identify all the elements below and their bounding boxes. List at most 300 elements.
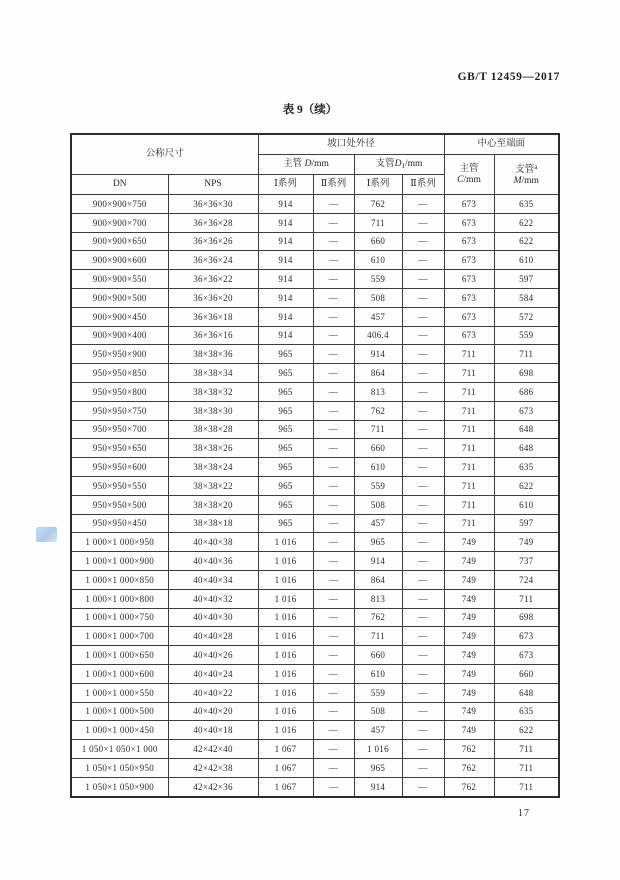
table-cell: 38×38×22 <box>168 476 258 495</box>
table-cell: 36×36×28 <box>168 213 258 232</box>
watermark <box>36 527 57 542</box>
branch-pipe-d-subscript: 1 <box>401 161 405 170</box>
table-cell: 914 <box>258 195 313 214</box>
header-bevel-od: 坡口处外径 <box>258 134 444 155</box>
table-cell: 622 <box>494 721 559 740</box>
table-cell: 900×900×500 <box>71 288 168 307</box>
table-cell: 1 067 <box>258 740 313 759</box>
table-cell: 36×36×24 <box>168 251 258 270</box>
table-row <box>71 458 559 477</box>
table-cell: — <box>313 608 354 627</box>
table-cell: — <box>313 270 354 289</box>
table-cell: 711 <box>444 345 494 364</box>
header-series1-main: Ⅰ系列 <box>258 175 313 195</box>
table-row <box>71 364 559 383</box>
table-cell: — <box>313 307 354 326</box>
table-cell: 40×40×22 <box>168 683 258 702</box>
table-cell: 914 <box>354 552 402 571</box>
main-pipe-c-label: 主管 <box>459 163 479 174</box>
table-cell: 1 016 <box>258 721 313 740</box>
branch-pipe-m-symbol: M <box>513 175 522 186</box>
table-cell: 711 <box>354 213 402 232</box>
table-row <box>71 777 559 796</box>
table-cell: — <box>402 288 444 307</box>
table-cell: 406.4 <box>354 326 402 345</box>
header-main-pipe-d <box>258 155 354 175</box>
table-cell: 610 <box>494 251 559 270</box>
table-cell: 40×40×18 <box>168 721 258 740</box>
table-row <box>71 251 559 270</box>
table-cell: 673 <box>494 401 559 420</box>
table-cell: — <box>402 721 444 740</box>
table-cell: 950×950×900 <box>71 345 168 364</box>
table-cell: 749 <box>444 533 494 552</box>
table-cell: — <box>313 533 354 552</box>
table-cell: — <box>313 382 354 401</box>
table-cell: 673 <box>494 627 559 646</box>
table-cell: 610 <box>354 251 402 270</box>
table-cell: — <box>402 326 444 345</box>
header-series2-main: Ⅱ系列 <box>313 175 354 195</box>
table-cell: 914 <box>354 345 402 364</box>
table-cell: 673 <box>444 213 494 232</box>
table-cell: 1 000×1 000×900 <box>71 552 168 571</box>
table-cell: — <box>402 683 444 702</box>
table-cell: — <box>402 401 444 420</box>
table-cell: — <box>313 439 354 458</box>
table-cell: 900×900×700 <box>71 213 168 232</box>
table-cell: 965 <box>258 345 313 364</box>
table-cell: 660 <box>494 664 559 683</box>
main-pipe-c-unit: /mm <box>463 174 481 185</box>
table-row <box>71 288 559 307</box>
table-cell: 711 <box>444 401 494 420</box>
table-row <box>71 664 559 683</box>
table-row <box>71 195 559 214</box>
table-cell: 864 <box>354 570 402 589</box>
header-dn: DN <box>71 175 168 195</box>
table-cell: 1 000×1 000×600 <box>71 664 168 683</box>
table-cell: — <box>313 627 354 646</box>
table-row <box>71 758 559 777</box>
table-cell: 711 <box>444 420 494 439</box>
table-cell: 36×36×30 <box>168 195 258 214</box>
table-cell: — <box>402 364 444 383</box>
table-row <box>71 589 559 608</box>
table-cell: 38×38×36 <box>168 345 258 364</box>
table-cell: 950×950×700 <box>71 420 168 439</box>
table-cell: — <box>313 420 354 439</box>
standard-number: GB/T 12459—2017 <box>457 71 560 83</box>
table-cell: 42×42×36 <box>168 777 258 796</box>
table-cell: 864 <box>354 364 402 383</box>
main-pipe-c-symbol: C <box>457 174 464 185</box>
table-cell: 36×36×20 <box>168 288 258 307</box>
dimension-table <box>70 133 560 798</box>
table-row <box>71 514 559 533</box>
table-cell: — <box>402 251 444 270</box>
table-row <box>71 533 559 552</box>
table-cell: 559 <box>354 476 402 495</box>
table-cell: 457 <box>354 307 402 326</box>
table-cell: 965 <box>258 514 313 533</box>
table-cell: 950×950×800 <box>71 382 168 401</box>
table-cell: 1 000×1 000×500 <box>71 702 168 721</box>
table-cell: 686 <box>494 382 559 401</box>
table-cell: — <box>313 495 354 514</box>
table-cell: — <box>402 552 444 571</box>
table-cell: 914 <box>258 288 313 307</box>
table-cell: — <box>402 476 444 495</box>
table-cell: 1 000×1 000×800 <box>71 589 168 608</box>
table-cell: 711 <box>444 476 494 495</box>
table-row <box>71 495 559 514</box>
table-cell: 711 <box>444 382 494 401</box>
table-cell: 900×900×750 <box>71 195 168 214</box>
table-cell: — <box>313 326 354 345</box>
table-cell: — <box>402 627 444 646</box>
table-cell: — <box>313 758 354 777</box>
table-cell: 900×900×550 <box>71 270 168 289</box>
main-pipe-label: 主管 <box>283 159 305 170</box>
table-cell: 572 <box>494 307 559 326</box>
table-cell: 1 067 <box>258 758 313 777</box>
table-cell: 38×38×18 <box>168 514 258 533</box>
main-pipe-d-symbol: D <box>304 159 312 170</box>
table-cell: 622 <box>494 232 559 251</box>
table-cell: 950×950×600 <box>71 458 168 477</box>
table-row <box>71 420 559 439</box>
table-cell: 762 <box>444 777 494 796</box>
table-cell: 610 <box>354 664 402 683</box>
table-cell: — <box>313 570 354 589</box>
table-row <box>71 683 559 702</box>
table-cell: 36×36×16 <box>168 326 258 345</box>
table-cell: 1 016 <box>258 664 313 683</box>
branch-pipe-d-symbol: D <box>394 158 402 169</box>
table-cell: 457 <box>354 721 402 740</box>
table-cell: — <box>313 552 354 571</box>
table-cell: — <box>313 740 354 759</box>
table-cell: 673 <box>444 307 494 326</box>
table-cell: — <box>402 608 444 627</box>
table-cell: 660 <box>354 439 402 458</box>
table-cell: — <box>402 589 444 608</box>
table-row <box>71 740 559 759</box>
table-row <box>71 476 559 495</box>
header-center-to-end: 中心至端面 <box>444 134 559 155</box>
table-cell: 40×40×26 <box>168 646 258 665</box>
table-cell: — <box>402 702 444 721</box>
table-cell: 914 <box>258 326 313 345</box>
table-cell: — <box>313 458 354 477</box>
table-cell: — <box>313 364 354 383</box>
table-cell: 660 <box>354 232 402 251</box>
table-cell: 40×40×32 <box>168 589 258 608</box>
table-cell: 950×950×850 <box>71 364 168 383</box>
table-cell: 673 <box>444 232 494 251</box>
table-cell: 635 <box>494 702 559 721</box>
table-cell: 36×36×22 <box>168 270 258 289</box>
table-cell: 737 <box>494 552 559 571</box>
table-cell: — <box>402 740 444 759</box>
table-cell: 965 <box>354 533 402 552</box>
table-cell: — <box>402 514 444 533</box>
table-cell: — <box>402 664 444 683</box>
branch-pipe-label: 支管 <box>375 158 395 169</box>
table-cell: 724 <box>494 570 559 589</box>
table-cell: 965 <box>258 401 313 420</box>
table-cell: 1 016 <box>258 702 313 721</box>
table-cell: 38×38×24 <box>168 458 258 477</box>
table-cell: 1 016 <box>258 683 313 702</box>
table-cell: 1 016 <box>258 570 313 589</box>
table-cell: — <box>313 721 354 740</box>
table-cell: 965 <box>258 476 313 495</box>
table-cell: 1 016 <box>258 533 313 552</box>
table-cell: 1 016 <box>354 740 402 759</box>
header-row-1 <box>71 134 559 155</box>
table-row <box>71 232 559 251</box>
table-cell: 40×40×28 <box>168 627 258 646</box>
table-cell: 648 <box>494 439 559 458</box>
table-cell: — <box>402 307 444 326</box>
table-cell: 38×38×34 <box>168 364 258 383</box>
table-cell: 610 <box>354 458 402 477</box>
table-cell: 622 <box>494 213 559 232</box>
table-cell: 1 000×1 000×550 <box>71 683 168 702</box>
table-cell: 698 <box>494 364 559 383</box>
table-cell: 698 <box>494 608 559 627</box>
table-row <box>71 721 559 740</box>
table-cell: 673 <box>444 270 494 289</box>
table-row <box>71 401 559 420</box>
table-cell: — <box>313 702 354 721</box>
table-cell: 965 <box>258 420 313 439</box>
header-main-pipe-c <box>444 155 494 195</box>
table-cell: 749 <box>444 627 494 646</box>
table-cell: 711 <box>494 589 559 608</box>
table-row <box>71 570 559 589</box>
table-cell: — <box>402 646 444 665</box>
table-cell: 38×38×32 <box>168 382 258 401</box>
table-cell: 762 <box>354 401 402 420</box>
table-cell: 1 000×1 000×850 <box>71 570 168 589</box>
header-nps: NPS <box>168 175 258 195</box>
table-cell: 711 <box>494 777 559 796</box>
table-cell: 40×40×34 <box>168 570 258 589</box>
table-cell: 1 000×1 000×450 <box>71 721 168 740</box>
table-cell: 914 <box>258 307 313 326</box>
table-cell: 711 <box>494 345 559 364</box>
table-cell: — <box>402 439 444 458</box>
table-cell: 38×38×28 <box>168 420 258 439</box>
table-cell: — <box>313 401 354 420</box>
table-cell: 40×40×24 <box>168 664 258 683</box>
table-cell: 749 <box>444 646 494 665</box>
table-cell: 1 016 <box>258 608 313 627</box>
branch-pipe-m-unit: /mm <box>521 175 539 186</box>
table-cell: 914 <box>258 270 313 289</box>
table-cell: 508 <box>354 288 402 307</box>
table-cell: 457 <box>354 514 402 533</box>
table-cell: 711 <box>444 439 494 458</box>
table-cell: 673 <box>444 288 494 307</box>
table-cell: 635 <box>494 458 559 477</box>
table-cell: 42×42×38 <box>168 758 258 777</box>
table-cell: 749 <box>444 570 494 589</box>
table-cell: 610 <box>494 495 559 514</box>
table-row <box>71 552 559 571</box>
table-cell: 813 <box>354 589 402 608</box>
table-cell: 965 <box>258 364 313 383</box>
table-row <box>71 213 559 232</box>
table-cell: 762 <box>354 608 402 627</box>
table-cell: 38×38×30 <box>168 401 258 420</box>
table-cell: 914 <box>258 232 313 251</box>
footnote-marker: a <box>534 162 538 171</box>
table-row <box>71 702 559 721</box>
header-series1-branch: Ⅰ系列 <box>354 175 402 195</box>
table-cell: — <box>313 646 354 665</box>
table-cell: — <box>402 345 444 364</box>
table-cell: 673 <box>444 195 494 214</box>
table-cell: 673 <box>494 646 559 665</box>
table-cell: — <box>402 777 444 796</box>
table-cell: — <box>313 345 354 364</box>
table-cell: 559 <box>354 683 402 702</box>
table-cell: 950×950×500 <box>71 495 168 514</box>
table-cell: 749 <box>444 608 494 627</box>
table-cell: 950×950×650 <box>71 439 168 458</box>
table-row <box>71 326 559 345</box>
table-cell: 950×950×450 <box>71 514 168 533</box>
table-cell: 1 050×1 050×1 000 <box>71 740 168 759</box>
table-cell: 40×40×36 <box>168 552 258 571</box>
table-cell: 508 <box>354 495 402 514</box>
table-cell: 762 <box>444 740 494 759</box>
table-cell: 648 <box>494 420 559 439</box>
table-row <box>71 439 559 458</box>
table-cell: 1 000×1 000×700 <box>71 627 168 646</box>
table-cell: 749 <box>444 589 494 608</box>
table-cell: 660 <box>354 646 402 665</box>
table-cell: — <box>402 533 444 552</box>
table-cell: — <box>402 570 444 589</box>
table-title: 表 9（续） <box>282 104 338 116</box>
table-cell: 762 <box>354 195 402 214</box>
table-row <box>71 345 559 364</box>
table-cell: 711 <box>444 364 494 383</box>
table-cell: — <box>402 382 444 401</box>
table-cell: 711 <box>494 740 559 759</box>
table-cell: — <box>313 777 354 796</box>
table-cell: 622 <box>494 476 559 495</box>
header-series2-branch: Ⅱ系列 <box>402 175 444 195</box>
table-cell: 749 <box>444 552 494 571</box>
table-cell: 1 050×1 050×950 <box>71 758 168 777</box>
table-row <box>71 270 559 289</box>
page-number: 17 <box>518 808 530 819</box>
table-row <box>71 608 559 627</box>
table-cell: — <box>313 232 354 251</box>
branch-pipe-d-unit: /mm <box>405 158 423 169</box>
table-cell: 914 <box>354 777 402 796</box>
table-cell: 749 <box>494 533 559 552</box>
table-row <box>71 382 559 401</box>
table-cell: 36×36×26 <box>168 232 258 251</box>
table-cell: — <box>313 589 354 608</box>
table-cell: 597 <box>494 514 559 533</box>
table-cell: 762 <box>444 758 494 777</box>
table-cell: — <box>313 683 354 702</box>
main-pipe-d-unit: /mm <box>311 159 329 170</box>
table-cell: 965 <box>258 495 313 514</box>
table-cell: — <box>313 514 354 533</box>
header-nominal-size: 公称尺寸 <box>71 134 258 175</box>
table-cell: — <box>402 195 444 214</box>
table-cell: — <box>313 664 354 683</box>
table-cell: 1 050×1 050×900 <box>71 777 168 796</box>
table-cell: 900×900×450 <box>71 307 168 326</box>
table-cell: 38×38×26 <box>168 439 258 458</box>
table-cell: 559 <box>354 270 402 289</box>
branch-pipe-m-label: 支管 <box>515 164 535 175</box>
table-cell: — <box>402 758 444 777</box>
table-cell: 673 <box>444 326 494 345</box>
table-cell: 813 <box>354 382 402 401</box>
table-cell: 749 <box>444 683 494 702</box>
table-cell: 900×900×650 <box>71 232 168 251</box>
table-cell: 559 <box>494 326 559 345</box>
table-cell: 36×36×18 <box>168 307 258 326</box>
table-cell: — <box>313 195 354 214</box>
table-cell: 711 <box>494 758 559 777</box>
table-cell: — <box>313 288 354 307</box>
table-cell: 965 <box>258 458 313 477</box>
header-branch-pipe-d <box>354 155 444 175</box>
table-cell: 1 000×1 000×750 <box>71 608 168 627</box>
table-cell: 42×42×40 <box>168 740 258 759</box>
table-cell: 965 <box>258 382 313 401</box>
table-cell: — <box>402 232 444 251</box>
table-cell: — <box>313 213 354 232</box>
table-cell: 38×38×20 <box>168 495 258 514</box>
table-cell: 711 <box>444 514 494 533</box>
table-cell: 711 <box>444 458 494 477</box>
table-cell: — <box>402 420 444 439</box>
table-row <box>71 646 559 665</box>
table-cell: — <box>402 495 444 514</box>
table-cell: — <box>402 270 444 289</box>
table-cell: — <box>313 251 354 270</box>
table-cell: 711 <box>354 420 402 439</box>
table-cell: 914 <box>258 251 313 270</box>
table-cell: 965 <box>354 758 402 777</box>
table-cell: 1 016 <box>258 589 313 608</box>
table-cell: 1 067 <box>258 777 313 796</box>
table-cell: 1 000×1 000×950 <box>71 533 168 552</box>
table-row <box>71 627 559 646</box>
table-cell: 635 <box>494 195 559 214</box>
table-cell: 40×40×30 <box>168 608 258 627</box>
table-cell: 950×950×750 <box>71 401 168 420</box>
table-cell: 965 <box>258 439 313 458</box>
header-branch-pipe-m <box>494 155 559 195</box>
table-cell: 597 <box>494 270 559 289</box>
table-row <box>71 307 559 326</box>
table-cell: 1 016 <box>258 646 313 665</box>
